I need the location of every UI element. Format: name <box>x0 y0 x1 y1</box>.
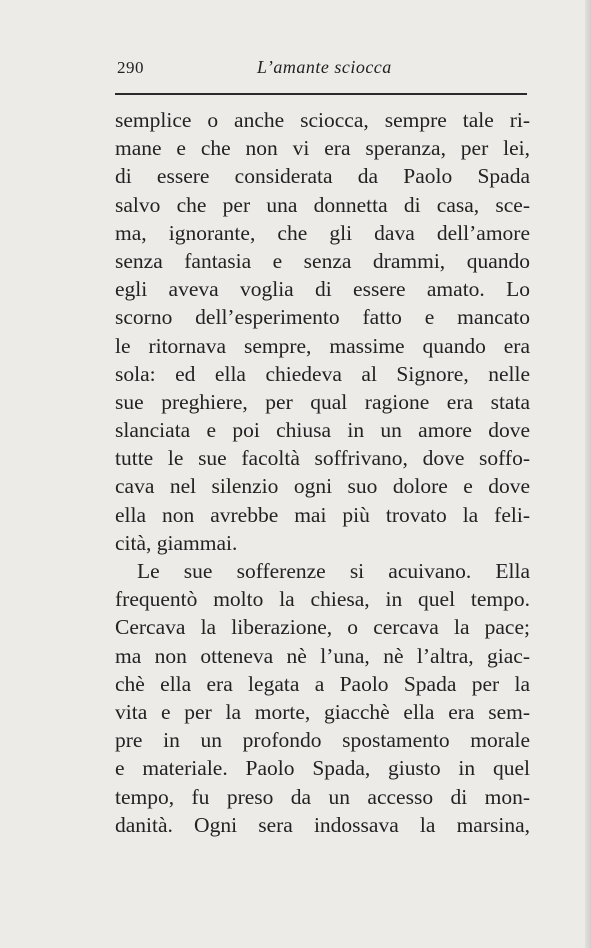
text-line: salvo che per una donnetta di casa, sce- <box>115 192 530 217</box>
text-line: ma non otteneva nè l’una, nè l’altra, giac- <box>115 643 530 668</box>
text-line: tempo, fu preso da un accesso di mon- <box>115 784 530 809</box>
text-line: frequentò molto la chiesa, in quel tempo. <box>115 587 530 612</box>
text-line: sola: ed ella chiedeva al Signore, nelle <box>115 361 530 386</box>
running-title: L’amante sciocca <box>257 57 392 77</box>
text-line: semplice o anche sciocca, sempre tale ri- <box>115 108 530 132</box>
text-line: vita e per la morte, giacchè ella era sem- <box>115 699 530 724</box>
text-line: ella non avrebbe mai più trovato la feli- <box>115 502 530 527</box>
text-line: pre in un profondo spostamento morale <box>115 728 530 753</box>
page-edge <box>585 0 591 948</box>
text-line: di essere considerata da Paolo Spada <box>115 164 530 189</box>
text-line: le ritornava sempre, massime quando era <box>115 333 530 358</box>
text-line-paragraph-end: cità, giammai. <box>115 530 238 555</box>
text-line: scorno dell’esperimento fatto e mancato <box>115 305 530 330</box>
text-line: slanciata e poi chiusa in un amore dove <box>115 418 530 443</box>
text-line: cava nel silenzio ogni suo dolore e dove <box>115 474 530 499</box>
text-line: senza fantasia e senza drammi, quando <box>115 248 530 273</box>
page-header <box>114 56 528 86</box>
text-line: sue preghiere, per qual ragione era stata <box>115 389 530 414</box>
header-rule <box>115 93 527 95</box>
body-text <box>115 106 530 839</box>
text-line: chè ella era legata a Paolo Spada per la <box>115 671 530 696</box>
text-line-paragraph-start: Le sue sofferenze si acuivano. Ella <box>137 559 530 583</box>
page-number: 290 <box>117 58 144 77</box>
text-line: Cercava la liberazione, o cercava la pace; <box>115 615 530 640</box>
text-line: ma, ignorante, che gli dava dell’amore <box>115 220 530 245</box>
text-line: danità. Ogni sera indossava la marsina, <box>115 812 530 837</box>
text-line: tutte le sue facoltà soffrivano, dove soffo- <box>115 446 530 471</box>
text-line: e materiale. Paolo Spada, giusto in quel <box>115 756 530 781</box>
text-line: mane e che non vi era speranza, per lei, <box>115 136 530 161</box>
text-line: egli aveva voglia di essere amato. Lo <box>115 277 530 302</box>
